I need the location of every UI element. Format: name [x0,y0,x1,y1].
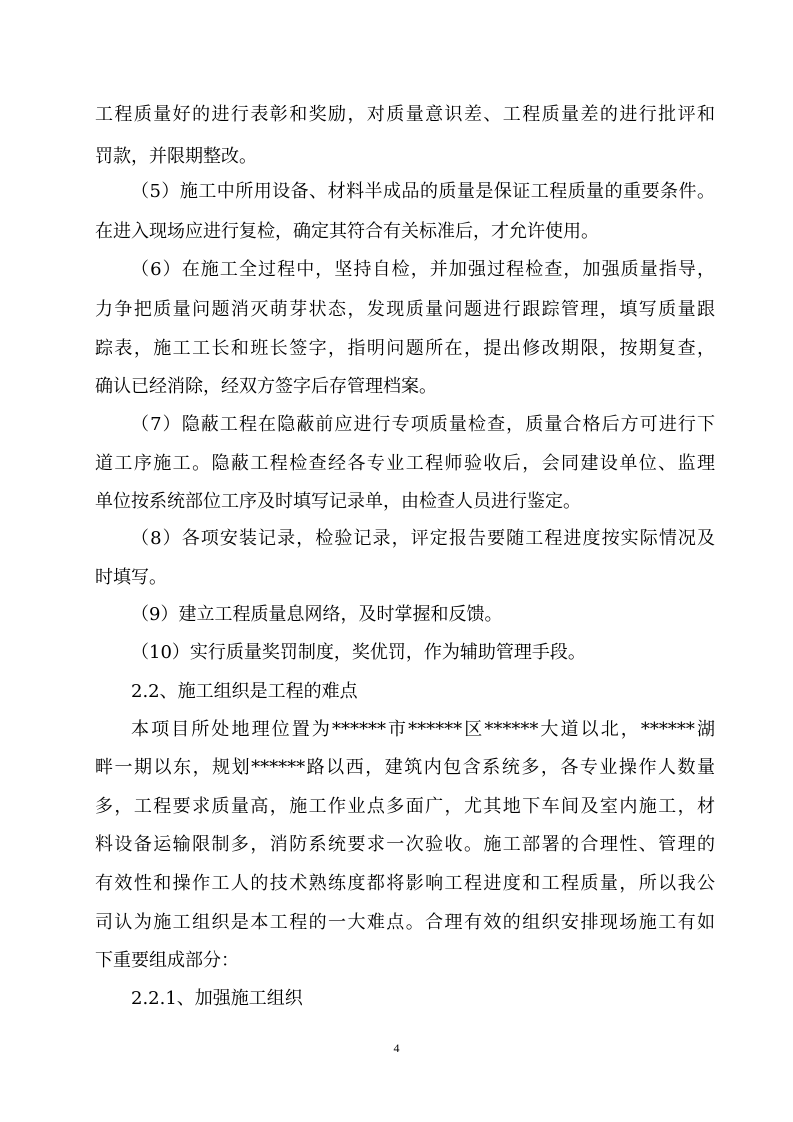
text-line-17: 本项目所处地理位置为******市******区******大道以北，******湖 [131,719,715,740]
text-line-14: （9）建立工程质量息网络，及时掌握和反馈。 [131,604,503,625]
text-line-4: 在进入现场应进行复检，确定其符合有关标准后，才允许使用。 [95,221,599,242]
text-line-22: 司认为施工组织是本工程的一大难点。合理有效的组织安排现场施工有如 [95,912,715,933]
text-line-7: 踪表，施工工长和班长签字，指明问题所在，提出修改期限，按期复查， [95,338,715,359]
text-line-9: （7）隐蔽工程在隐蔽前应进行专项质量检查，质量合格后方可进行下 [131,414,715,435]
text-line-21: 有效性和操作工人的技术熟练度都将影响工程进度和工程质量，所以我公 [95,873,715,894]
text-line-23: 下重要组成部分： [95,950,239,971]
text-line-12: （8）各项安装记录，检验记录，评定报告要随工程进度按实际情况及 [131,528,715,549]
text-line-11: 单位按系统部位工序及时填写记录单，由检查人员进行鉴定。 [95,491,581,512]
text-line-18: 畔一期以东，规划******路以西，建筑内包含系统多，各专业操作人数量 [95,757,715,778]
text-line-5: （6）在施工全过程中，坚持自检，并加强过程检查，加强质量指导， [131,259,715,280]
page-number: 4 [393,1041,400,1055]
text-line-1: 工程质量好的进行表彰和奖励，对质量意识差、工程质量差的进行批评和 [95,104,715,125]
section-heading-2-2-1: 2.2.1、加强施工组织 [131,988,303,1009]
text-line-10: 道工序施工。隐蔽工程检查经各专业工程师验收后，会同建设单位、监理 [95,453,715,474]
section-heading-2-2: 2.2、施工组织是工程的难点 [131,681,358,702]
text-line-3: （5）施工中所用设备、材料半成品的质量是保证工程质量的重要条件。 [131,181,715,202]
text-line-6: 力争把质量问题消灭萌芽状态，发现质量问题进行跟踪管理，填写质量跟 [95,299,715,320]
text-line-13: 时填写。 [95,567,167,588]
text-line-8: 确认已经消除，经双方签字后存管理档案。 [95,376,437,397]
text-line-20: 料设备运输限制多，消防系统要求一次验收。施工部署的合理性、管理的 [95,834,715,855]
text-line-15: （10）实行质量奖罚制度，奖优罚，作为辅助管理手段。 [131,642,586,663]
text-line-2: 罚款，并限期整改。 [95,146,257,167]
text-line-19: 多，工程要求质量高，施工作业点多面广，尤其地下车间及室内施工，材 [95,796,715,817]
